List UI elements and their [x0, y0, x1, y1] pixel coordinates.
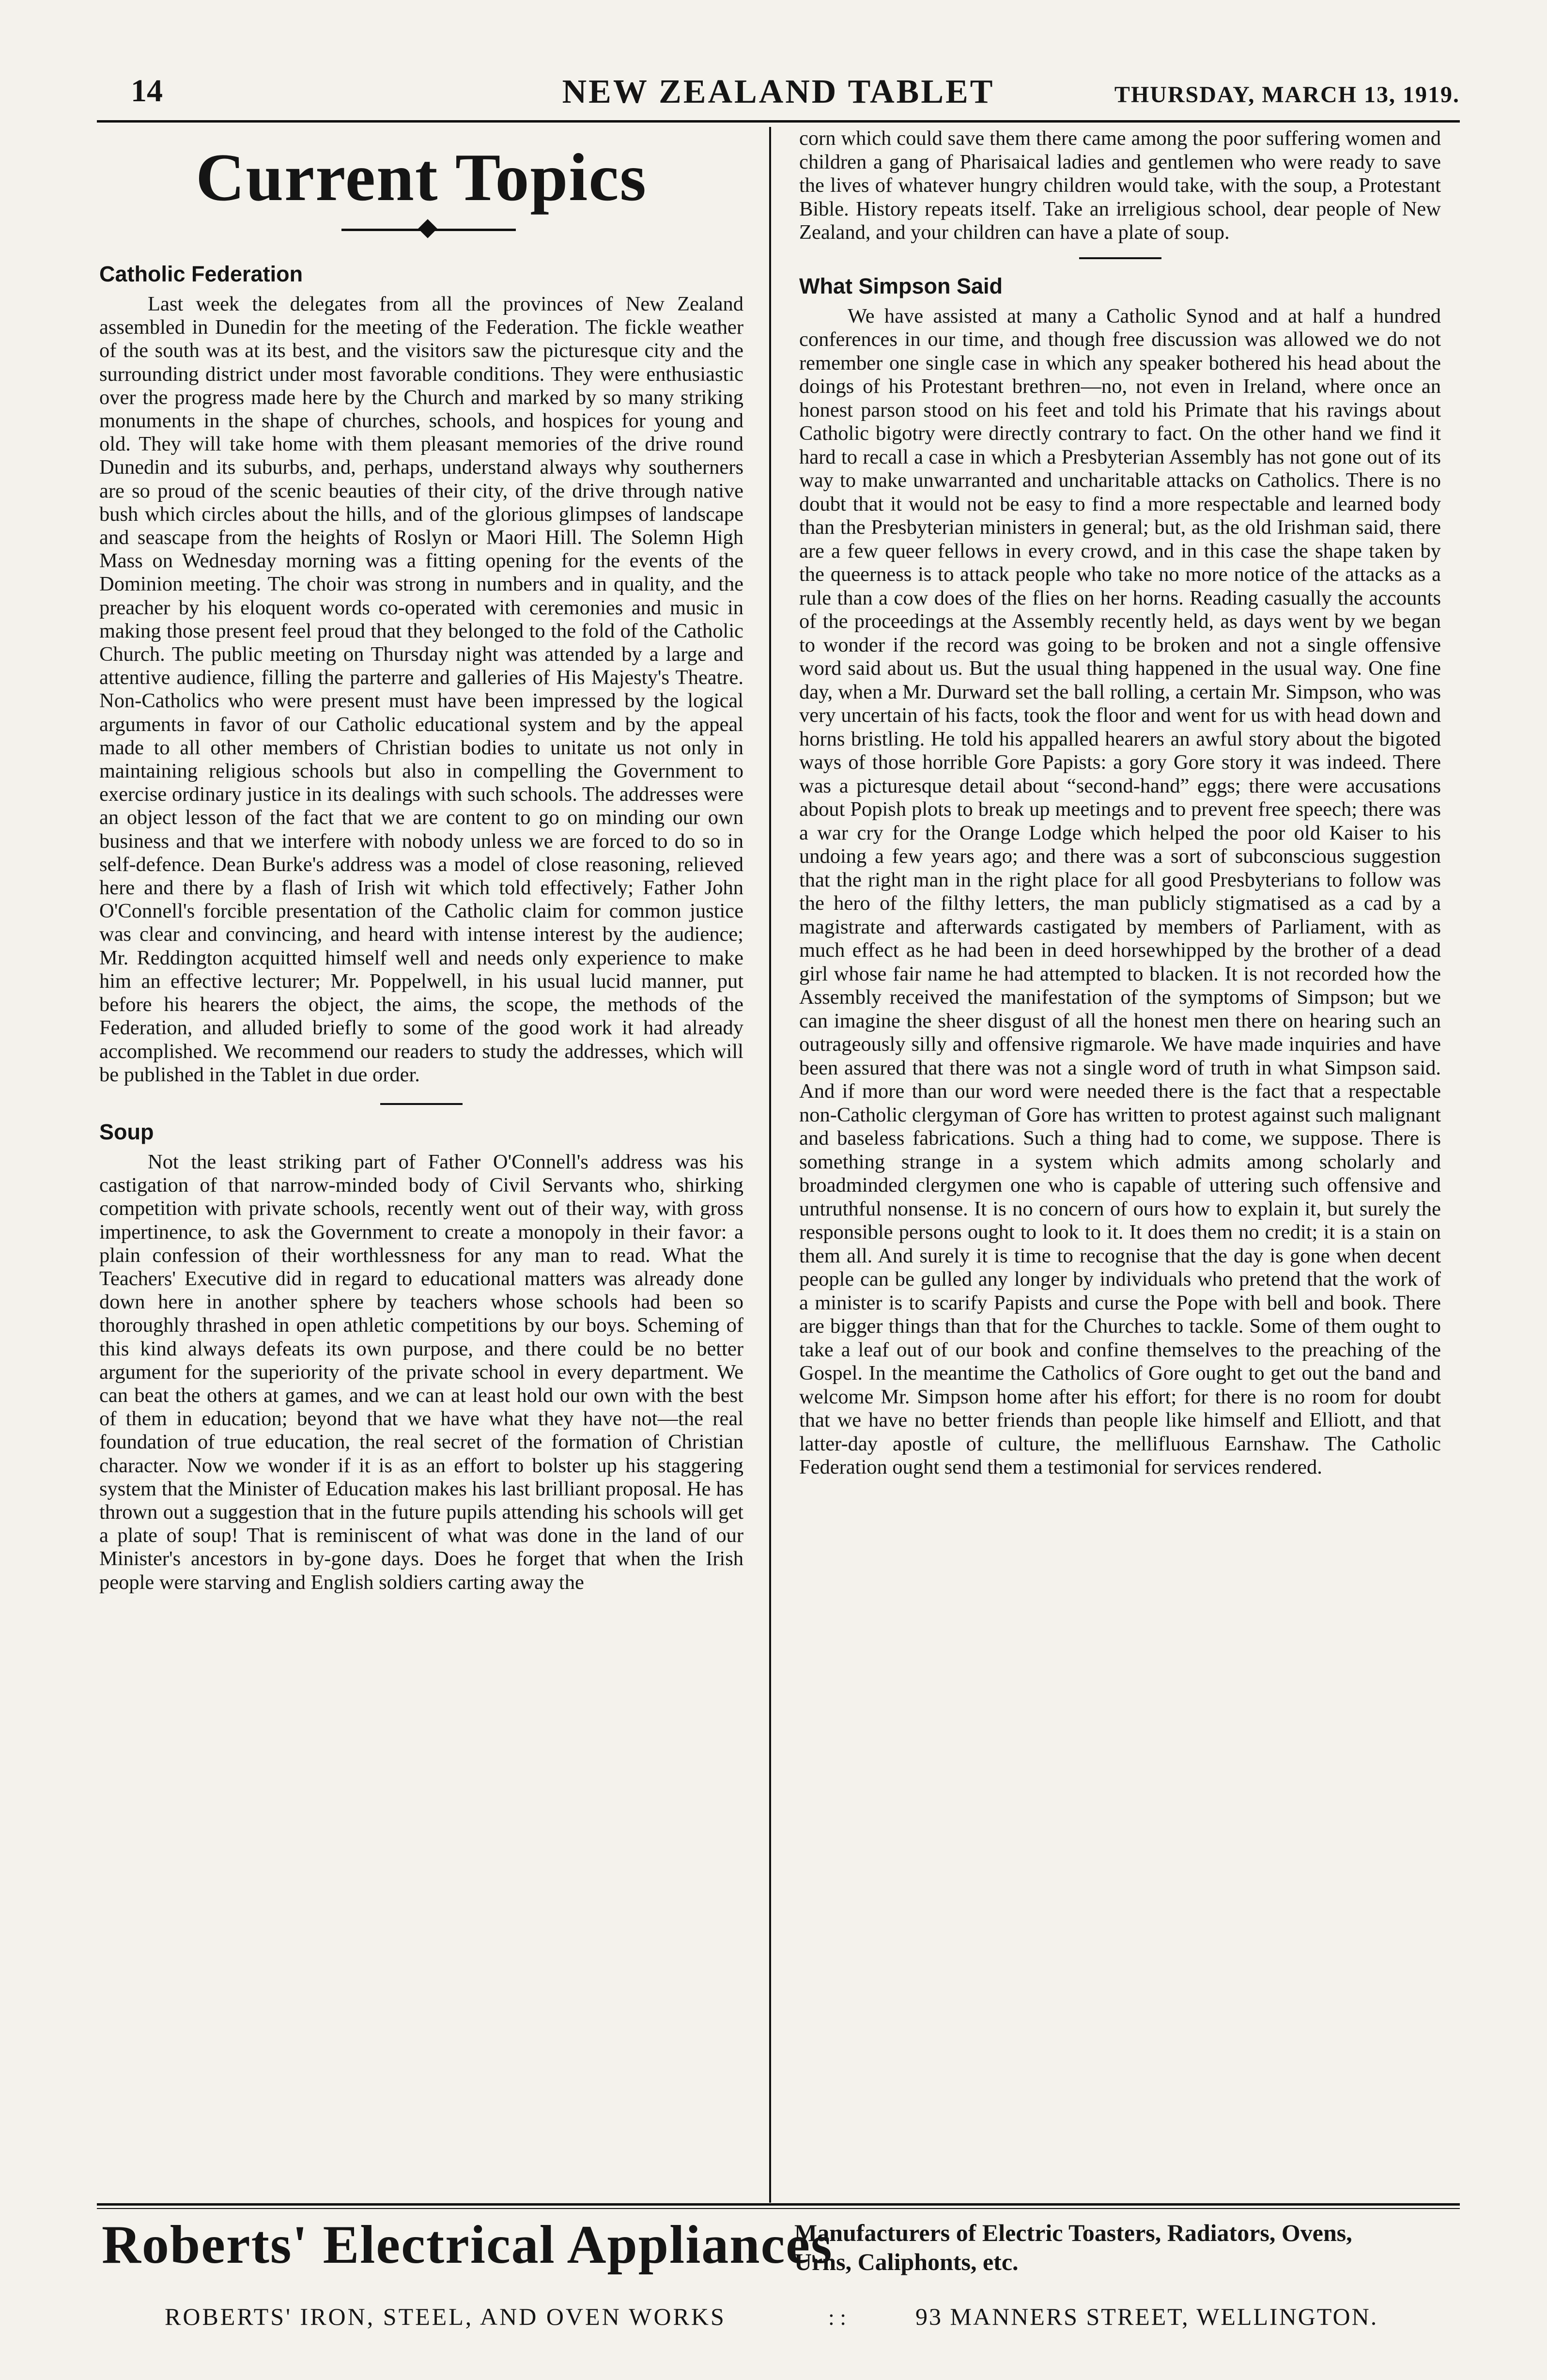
- header-rule: [97, 120, 1460, 123]
- title-ornament: [99, 220, 743, 239]
- advertisement-separator: : :: [828, 2305, 847, 2330]
- advertisement-works: ROBERTS' IRON, STEEL, AND OVEN WORKS: [165, 2303, 726, 2330]
- section-heading-catholic-federation: Catholic Federation: [99, 262, 303, 286]
- left-column: [99, 127, 743, 2203]
- article-paragraph: We have assisted at many a Catholic Synod and at half a hundred conferences in our time, and though free discussion was allowed we do not remember one single case in which any speaker bothered his head about the doings of his Protestant brethren—no, not even in Ireland, where once an honest parson stood on his feet and told his Primate that his ravings about Catholic bigotry were directly contrary to fact. On the other hand we find it hard to recall a case in which a Presbyterian Assembly has not gone out of its way to make unwarranted and uncharitable attacks on Catholics. There is no doubt that it would not be easy to find a more respectable and learned body than the Presbyterian ministers in general; but, as the old Irishman said, there are a few queer fellows in every crowd, and in this case the shape taken by the queerness is to attack people who take no more notice of the attacks as a rule than a cow does of the flies on her horns. Reading casually the accounts of the proceedings at the Assembly recently held, as days went by we began to wonder if the record was going to be broken and not a single offensive word said about us. But the usual thing happened in the usual way. One fine day, when a Mr. Durward set the ball rolling, a certain Mr. Simpson, who was very uncertain of his facts, took the floor and went for us with head down and horns bristling. He told his appalled hearers an awful story about the bigoted ways of those horrible Gore Papists: a gory Gore story it was indeed. There was a picturesque detail about “second-hand” eggs; there were accusations about Popish plots to break up meetings and to prevent free speech; there was a war cry for the Orange Lodge which helped the poor old Kaiser to his undoing a few years ago; and there was a sort of subconscious suggestion that the right man in the right place for all good Presbyterians to follow was the hero of the filthy letters, the man publicly stigmatised as a cad by a magistrate and afterwards castigated by members of Parliament, with as much effect as he had been in deed horsewhipped by the brother of a dead girl whose fair name he had attempted to blacken. It is not recorded how the Assembly received the manifestation of the symptoms of Simpson; but we can imagine the sheer disgust of all the honest men there on hearing such an outrageously silly and offensive rigmarole. We have made inquiries and have been assured that there was not a single word of truth in what Simpson said. And if more than our word were needed there is the fact that a respectable non-Catholic clergyman of Gore has written to protest against such malignant and baseless fabrications. Such a thing had to come, we suppose. There is something strange in a system which admits among scholarly and broadminded clergymen one who is capable of uttering such offensive and untruthful nonsense. It is no concern of ours how to explain it, but surely the responsible persons ought to look to it. It does them no credit; it is a stain on them all. And surely it is time to recognise that the day is gone when decent people can be gulled any longer by individuals who pretend that the work of a minister is to scarify Papists and curse the Pope with bell and book. There are bigger things than that for the Churches to tackle. Some of them ought to take a leaf out of our book and confine themselves to the preaching of the Gospel. In the meantime the Catholics of Gore ought to get out the band and welcome Mr. Simpson home after his effort; for there is no room for doubt that we have no better friends than people like himself and Elliott, and that latter-day apostle of culture, the mellifluous Earnshaw. The Catholic Federation ought send them a testimonial for services rendered.: [799, 304, 1441, 1478]
- section-divider: [380, 1103, 463, 1105]
- advertisement-tagline-1: Manufacturers of Electric Toasters, Radiators, Ovens,: [794, 2219, 1352, 2246]
- section-divider: [1079, 257, 1161, 259]
- issue-date: THURSDAY, MARCH 13, 1919.: [1114, 82, 1460, 108]
- diamond-ornament-icon: [418, 219, 437, 238]
- advertisement-address: 93 MANNERS STREET, WELLINGTON.: [915, 2303, 1378, 2330]
- footer-rule-thin: [97, 2208, 1460, 2209]
- article-continuation: corn which could save them there came among the poor suffering women and children a gang of Pharisaical ladies and gentlemen who were ready to save the lives of whatever hungry children would take, with the soup, a Protestant Bible. History repeats itself. Take an irreligious school, dear people of New Zealand, and your children can have a plate of soup.: [799, 127, 1441, 244]
- advertisement-tagline-2: Urns, Caliphonts, etc.: [794, 2248, 1019, 2275]
- current-topics-title: Current Topics: [196, 140, 647, 215]
- section-heading-what-simpson-said: What Simpson Said: [799, 273, 1003, 298]
- page-number: 14: [131, 73, 163, 109]
- page-header: [97, 73, 1460, 121]
- publication-title: NEW ZEALAND TABLET: [562, 73, 995, 110]
- footer-rule: [97, 2203, 1460, 2206]
- article-paragraph: Last week the delegates from all the provinces of New Zealand assembled in Dunedin for the meeting of the Federation. The fickle weather of the south was at its best, and the visitors saw the picturesque city and the surrounding district under most favorable conditions. They were enthusiastic over the progress made here by the Church and marked by so many striking monuments in the shape of churches, schools, and hospices for young and old. They will take home with them pleasant memories of the drive round Dunedin and its suburbs, and, perhaps, understand always why southerners are so proud of the scenic beauties of their city, of the drive through native bush which circles about the hills, and of the glorious glimpses of landscape and seascape from the heights of Roslyn or Maori Hill. The Solemn High Mass on Wednesday morning was a fitting opening for the events of the Dominion meeting. The choir was strong in numbers and in quality, and the preacher by his eloquent words co-operated with ceremonies and music in making those present feel proud that they belonged to the fold of the Catholic Church. The public meeting on Thursday night was attended by a large and attentive audience, filling the parterre and galleries of His Majesty's Theatre. Non-Catholics who were present must have been impressed by the logical arguments in favor of our Catholic educational system and by the appeal made to all other members of Christian bodies to unitate us not only in maintaining religious schools but also in compelling the Government to exercise ordinary justice in its dealings with such schools. The addresses were an object lesson of the fact that we are content to go on minding our own business and that we interfere with nobody unless we are forced to do so in self-defence. Dean Burke's address was a model of close reasoning, relieved here and there by a flash of Irish wit which told effectively; Father John O'Connell's forcible presentation of the Catholic claim for common justice was clear and convincing, and heard with intense interest by the audience; Mr. Reddington acquitted himself well and needs only experience to make him an effective lecturer; Mr. Poppelwell, in his usual lucid manner, put before his hearers the object, the aims, the scope, the methods of the Federation, and alluded briefly to some of the good work it had already accomplished. We recommend our readers to study the addresses, which will be published in the Tablet in due order.: [99, 293, 743, 1086]
- advertisement-title: Roberts' Electrical Appliances: [102, 2215, 833, 2275]
- right-column: [799, 127, 1441, 2203]
- column-rule: [769, 127, 771, 2203]
- article-paragraph: Not the least striking part of Father O'Connell's address was his castigation of that narrow-minded body of Civil Servants who, shirking competition with private schools, recently went out of their way, with gross impertinence, to ask the Government to create a monopoly in their favor: a plain confession of their worthlessness for any man to read. What the Teachers' Executive did in regard to educational matters was already done down here in another sphere by teachers whose schools had been so thoroughly thrashed in open athletic competitions by our boys. Scheming of this kind always defeats its own purpose, and there could be no better argument for the superiority of the private school in every department. We can beat the others at games, and we can at least hold our own with the best of them in education; beyond that we have what they have not—the real foundation of true education, the real secret of the formation of Christian character. Now we wonder if it is as an effort to bolster up his staggering system that the Minister of Education makes his last brilliant proposal. He has thrown out a suggestion that in the future pupils attending his schools will get a plate of soup! That is reminiscent of what was done in the land of our Minister's ancestors in by-gone days. Does he forget that when the Irish people were starving and English soldiers carting away the: [99, 1150, 743, 1594]
- section-heading-soup: Soup: [99, 1119, 154, 1144]
